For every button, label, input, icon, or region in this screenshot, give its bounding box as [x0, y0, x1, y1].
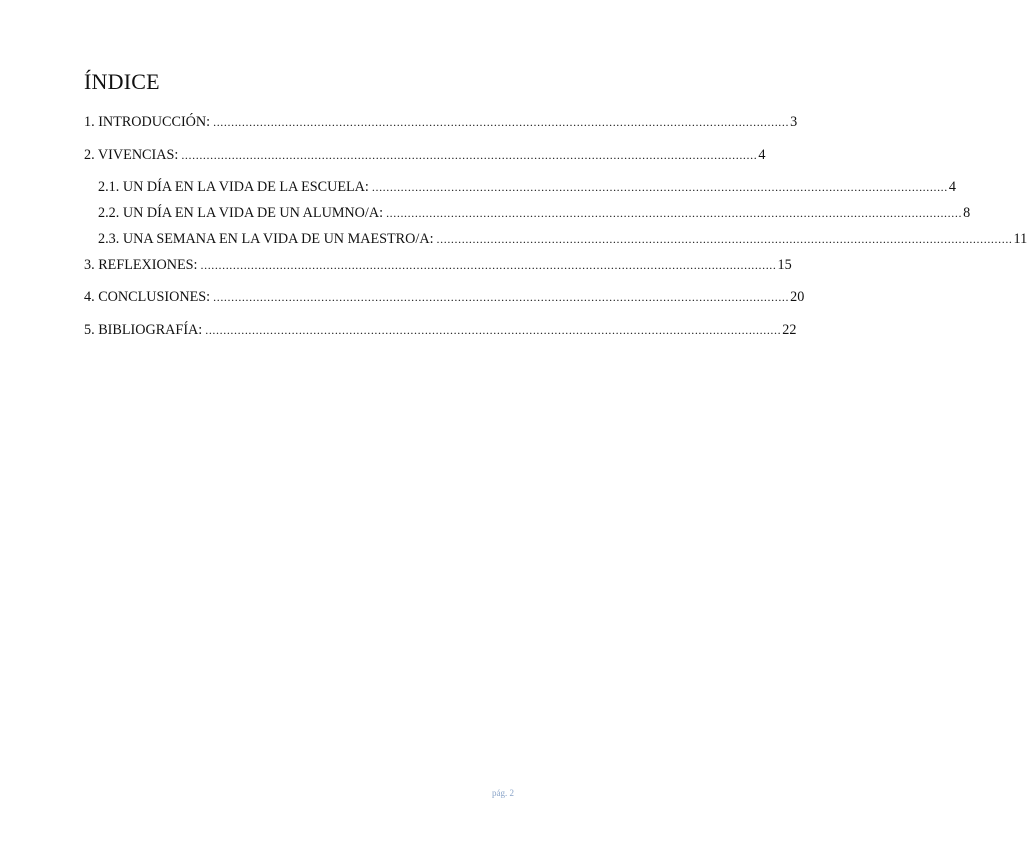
toc-entry[interactable]: [84, 321, 797, 339]
toc-entry-page: 11: [1013, 231, 1027, 247]
toc-leader-dots: ................................................................................................................................................................: [200, 258, 777, 272]
toc-entry[interactable]: [84, 256, 792, 274]
toc-entry-label: 4. CONCLUSIONES:: [84, 289, 211, 305]
toc-leader-dots: ................................................................................................................................................................: [386, 206, 963, 220]
toc-entry[interactable]: [98, 178, 956, 196]
toc-entry[interactable]: [84, 146, 766, 164]
toc-entry-label: 2. VIVENCIAS:: [84, 147, 179, 163]
toc-entry-label: 2.1. UN DÍA EN LA VIDA DE LA ESCUELA:: [98, 179, 369, 195]
toc-entry-label: 3. REFLEXIONES:: [84, 257, 198, 273]
toc-entry-label: 5. BIBLIOGRAFÍA:: [84, 322, 203, 338]
toc-entry-page: 4: [758, 147, 766, 163]
toc-entry[interactable]: [98, 230, 1027, 248]
page-number: pág. 2: [492, 788, 514, 798]
toc-leader-dots: ................................................................................................................................................................: [371, 180, 948, 194]
toc-entry-page: 20: [790, 289, 805, 305]
toc-entry-page: 8: [963, 205, 971, 221]
toc-entry-page: 4: [948, 179, 956, 195]
toc-leader-dots: ................................................................................................................................................................: [181, 148, 758, 162]
toc-leader-dots: ................................................................................................................................................................: [436, 232, 1013, 246]
toc-entry-page: 15: [777, 257, 792, 273]
toc-leader-dots: ................................................................................................................................................................: [205, 323, 782, 337]
toc-entry[interactable]: [98, 204, 971, 222]
toc-entry-page: 22: [782, 322, 797, 338]
toc-leader-dots: ................................................................................................................................................................: [213, 115, 790, 129]
toc-leader-dots: ................................................................................................................................................................: [213, 290, 790, 304]
toc-entry-label: 2.3. UNA SEMANA EN LA VIDA DE UN MAESTRO/A:: [98, 231, 434, 247]
toc-entry-label: 1. INTRODUCCIÓN:: [84, 114, 211, 130]
toc-entry-page: 3: [790, 114, 798, 130]
toc-entry[interactable]: [84, 288, 805, 306]
toc-entry[interactable]: [84, 113, 798, 131]
toc-entry-label: 2.2. UN DÍA EN LA VIDA DE UN ALUMNO/A:: [98, 205, 384, 221]
toc-title: ÍNDICE: [84, 69, 160, 94]
